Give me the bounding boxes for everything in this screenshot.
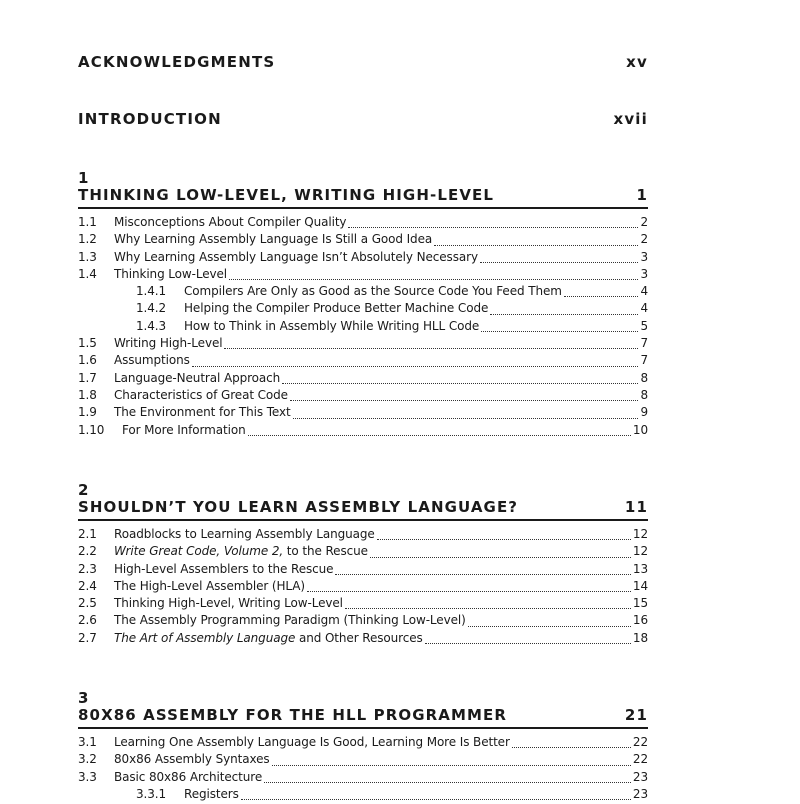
entry-page: 23 bbox=[632, 769, 648, 784]
toc-entry[interactable] bbox=[78, 353, 648, 370]
entry-number: 1.4.1 bbox=[136, 284, 167, 299]
entry-page: 8 bbox=[640, 370, 648, 385]
entry-title bbox=[114, 544, 368, 558]
entry-title: Why Learning Assembly Language Is Still a Good Idea bbox=[114, 232, 433, 247]
entry-title: High-Level Assemblers to the Rescue bbox=[114, 561, 334, 576]
entry-title: The High-Level Assembler (HLA) bbox=[114, 578, 305, 593]
entry-page: 2 bbox=[640, 232, 648, 247]
entry-number: 1.8 bbox=[78, 387, 97, 402]
dot-leader bbox=[468, 625, 631, 627]
entry-number: 1.10 bbox=[78, 422, 105, 437]
entry-page: 4 bbox=[640, 284, 648, 299]
entry-number: 1.4.2 bbox=[136, 301, 167, 316]
entry-page: 9 bbox=[640, 405, 648, 420]
entry-title: Learning One Assembly Language Is Good, Learning More Is Better bbox=[114, 735, 510, 749]
dot-leader bbox=[282, 382, 638, 384]
entry-number: 1.7 bbox=[78, 370, 97, 385]
entry-title: Language-Neutral Approach bbox=[114, 370, 281, 385]
entry-title: Basic 80x86 Architecture bbox=[114, 769, 263, 784]
front-matter-title: ACKNOWLEDGMENTS bbox=[78, 53, 276, 71]
dot-leader bbox=[480, 261, 639, 263]
entry-number: 3.3.1 bbox=[136, 786, 167, 801]
entry-page: 10 bbox=[632, 422, 648, 437]
dot-leader bbox=[345, 607, 631, 609]
dot-leader bbox=[290, 399, 638, 401]
entry-page: 2 bbox=[640, 215, 648, 229]
entry-page: 12 bbox=[632, 527, 648, 541]
entry-title: How to Think in Assembly While Writing HLL Code bbox=[184, 318, 480, 333]
entry-title: Thinking High-Level, Writing Low-Level bbox=[114, 596, 343, 611]
entry-number: 1.4.3 bbox=[136, 318, 167, 333]
entry-title: Compilers Are Only as Good as the Source Code You Feed Them bbox=[184, 284, 562, 299]
toc-subentry[interactable] bbox=[78, 787, 648, 804]
entry-number: 1.4 bbox=[78, 266, 97, 281]
dot-leader bbox=[224, 347, 638, 349]
entry-number: 1.2 bbox=[78, 232, 97, 247]
entry-page: 8 bbox=[640, 387, 648, 402]
toc-entry[interactable] bbox=[78, 423, 648, 440]
entry-page: 13 bbox=[632, 561, 648, 576]
entry-title: Characteristics of Great Code bbox=[114, 387, 288, 402]
chapter-page: 21 bbox=[624, 706, 648, 724]
chapter-3-entries bbox=[78, 735, 648, 804]
entry-title: Registers bbox=[184, 786, 239, 801]
front-matter-page: xv bbox=[626, 53, 648, 71]
entry-page: 4 bbox=[640, 301, 648, 316]
chapter-2-entries bbox=[78, 527, 648, 648]
toc-entry[interactable] bbox=[78, 527, 648, 544]
entry-title: Helping the Compiler Produce Better Machine Code bbox=[184, 301, 489, 316]
entry-number: 3.2 bbox=[78, 752, 97, 767]
toc-entry[interactable] bbox=[78, 596, 648, 613]
entry-title-rest: to the Rescue bbox=[283, 544, 368, 559]
dot-leader bbox=[192, 365, 639, 367]
toc-entry[interactable] bbox=[78, 371, 648, 388]
entry-page: 15 bbox=[632, 596, 648, 611]
toc-entry[interactable] bbox=[78, 405, 648, 422]
entry-title-rest: and Other Resources bbox=[295, 630, 423, 645]
chapter-title-row bbox=[78, 186, 648, 204]
toc-entry[interactable] bbox=[78, 232, 648, 249]
toc-subentry[interactable] bbox=[78, 301, 648, 318]
chapter-page: 11 bbox=[624, 498, 648, 516]
entry-page: 12 bbox=[632, 544, 648, 559]
entry-title-italic: The Art of Assembly Language bbox=[114, 630, 296, 645]
entry-page: 18 bbox=[632, 630, 648, 645]
dot-leader bbox=[512, 746, 631, 748]
chapter-rule bbox=[78, 727, 648, 729]
toc-entry[interactable] bbox=[78, 562, 648, 579]
front-matter-acknowledgments bbox=[78, 53, 648, 71]
chapter-title-row bbox=[78, 498, 648, 516]
toc-entry[interactable] bbox=[78, 215, 648, 232]
dot-leader bbox=[272, 764, 631, 766]
entry-page: 5 bbox=[640, 318, 648, 333]
entry-page: 14 bbox=[632, 578, 648, 593]
entry-title: The Assembly Programming Paradigm (Thinking Low-Level) bbox=[114, 613, 466, 628]
chapter-number: 2 bbox=[78, 481, 89, 499]
chapter-page: 1 bbox=[636, 186, 648, 204]
toc-entry[interactable] bbox=[78, 613, 648, 630]
entry-number: 2.5 bbox=[78, 596, 97, 611]
entry-number: 2.7 bbox=[78, 630, 97, 645]
dot-leader bbox=[370, 556, 631, 558]
entry-number: 3.3 bbox=[78, 769, 97, 784]
entry-number: 3.1 bbox=[78, 735, 97, 749]
entry-page: 22 bbox=[632, 752, 648, 767]
toc-entry[interactable] bbox=[78, 631, 648, 648]
entry-number: 2.3 bbox=[78, 561, 97, 576]
dot-leader bbox=[490, 313, 638, 315]
entry-title: Thinking Low-Level bbox=[114, 266, 228, 281]
chapter-number: 3 bbox=[78, 689, 89, 707]
front-matter-introduction bbox=[78, 110, 648, 128]
chapter-rule bbox=[78, 519, 648, 521]
entry-number: 2.6 bbox=[78, 613, 97, 628]
entry-title: 80x86 Assembly Syntaxes bbox=[114, 752, 270, 767]
entry-number: 1.6 bbox=[78, 353, 97, 368]
front-matter-page: xvii bbox=[613, 110, 648, 128]
entry-title: Roadblocks to Learning Assembly Language bbox=[114, 527, 375, 541]
dot-leader bbox=[248, 434, 631, 436]
entry-title: For More Information bbox=[122, 422, 246, 437]
toc-subentry[interactable] bbox=[78, 319, 648, 336]
entry-page: 16 bbox=[632, 613, 648, 628]
entry-title: The Environment for This Text bbox=[114, 405, 291, 420]
toc-entry[interactable] bbox=[78, 752, 648, 769]
chapter-title: THINKING LOW-LEVEL, WRITING HIGH-LEVEL bbox=[78, 186, 495, 204]
toc-entry[interactable] bbox=[78, 544, 648, 561]
dot-leader bbox=[481, 330, 638, 332]
entry-page: 23 bbox=[632, 786, 648, 801]
entry-number: 1.3 bbox=[78, 249, 97, 264]
dot-leader bbox=[264, 781, 631, 783]
dot-leader bbox=[434, 244, 638, 246]
toc-subentry[interactable] bbox=[78, 284, 648, 301]
toc-entry[interactable] bbox=[78, 388, 648, 405]
toc-entry[interactable] bbox=[78, 735, 648, 752]
chapter-rule bbox=[78, 207, 648, 209]
dot-leader bbox=[348, 226, 638, 228]
dot-leader bbox=[307, 590, 631, 592]
toc-entry[interactable] bbox=[78, 267, 648, 284]
entry-number: 1.9 bbox=[78, 405, 97, 420]
entry-title: Writing High-Level bbox=[114, 336, 223, 351]
dot-leader bbox=[335, 573, 631, 575]
entry-title: Assumptions bbox=[114, 353, 190, 368]
dot-leader bbox=[293, 417, 639, 419]
toc-entry[interactable] bbox=[78, 250, 648, 267]
dot-leader bbox=[229, 278, 638, 280]
toc-entry[interactable] bbox=[78, 579, 648, 596]
chapter-number: 1 bbox=[78, 169, 89, 187]
entry-title bbox=[114, 631, 423, 645]
chapter-title: 80X86 ASSEMBLY FOR THE HLL PROGRAMMER bbox=[78, 706, 508, 724]
entry-number: 2.2 bbox=[78, 544, 97, 559]
entry-number: 1.1 bbox=[78, 215, 97, 229]
entry-page: 7 bbox=[640, 336, 648, 351]
chapter-title: SHOULDN’T YOU LEARN ASSEMBLY LANGUAGE? bbox=[78, 498, 519, 516]
dot-leader bbox=[425, 642, 631, 644]
toc-entry[interactable] bbox=[78, 336, 648, 353]
entry-title: Why Learning Assembly Language Isn’t Absolutely Necessary bbox=[114, 249, 478, 264]
entry-number: 1.5 bbox=[78, 336, 97, 351]
entry-title: Misconceptions About Compiler Quality bbox=[114, 215, 347, 229]
entry-number: 2.1 bbox=[78, 527, 97, 541]
entry-page: 3 bbox=[640, 249, 648, 264]
dot-leader bbox=[377, 538, 631, 540]
chapter-title-row bbox=[78, 706, 648, 724]
front-matter-title: INTRODUCTION bbox=[78, 110, 222, 128]
chapter-1-entries bbox=[78, 215, 648, 440]
entry-title-italic: Write Great Code, Volume 2, bbox=[114, 544, 284, 559]
dot-leader bbox=[564, 295, 639, 297]
entry-page: 7 bbox=[640, 353, 648, 368]
entry-page: 22 bbox=[632, 735, 648, 749]
entry-number: 2.4 bbox=[78, 578, 97, 593]
entry-page: 3 bbox=[640, 266, 648, 281]
toc-entry[interactable] bbox=[78, 770, 648, 787]
